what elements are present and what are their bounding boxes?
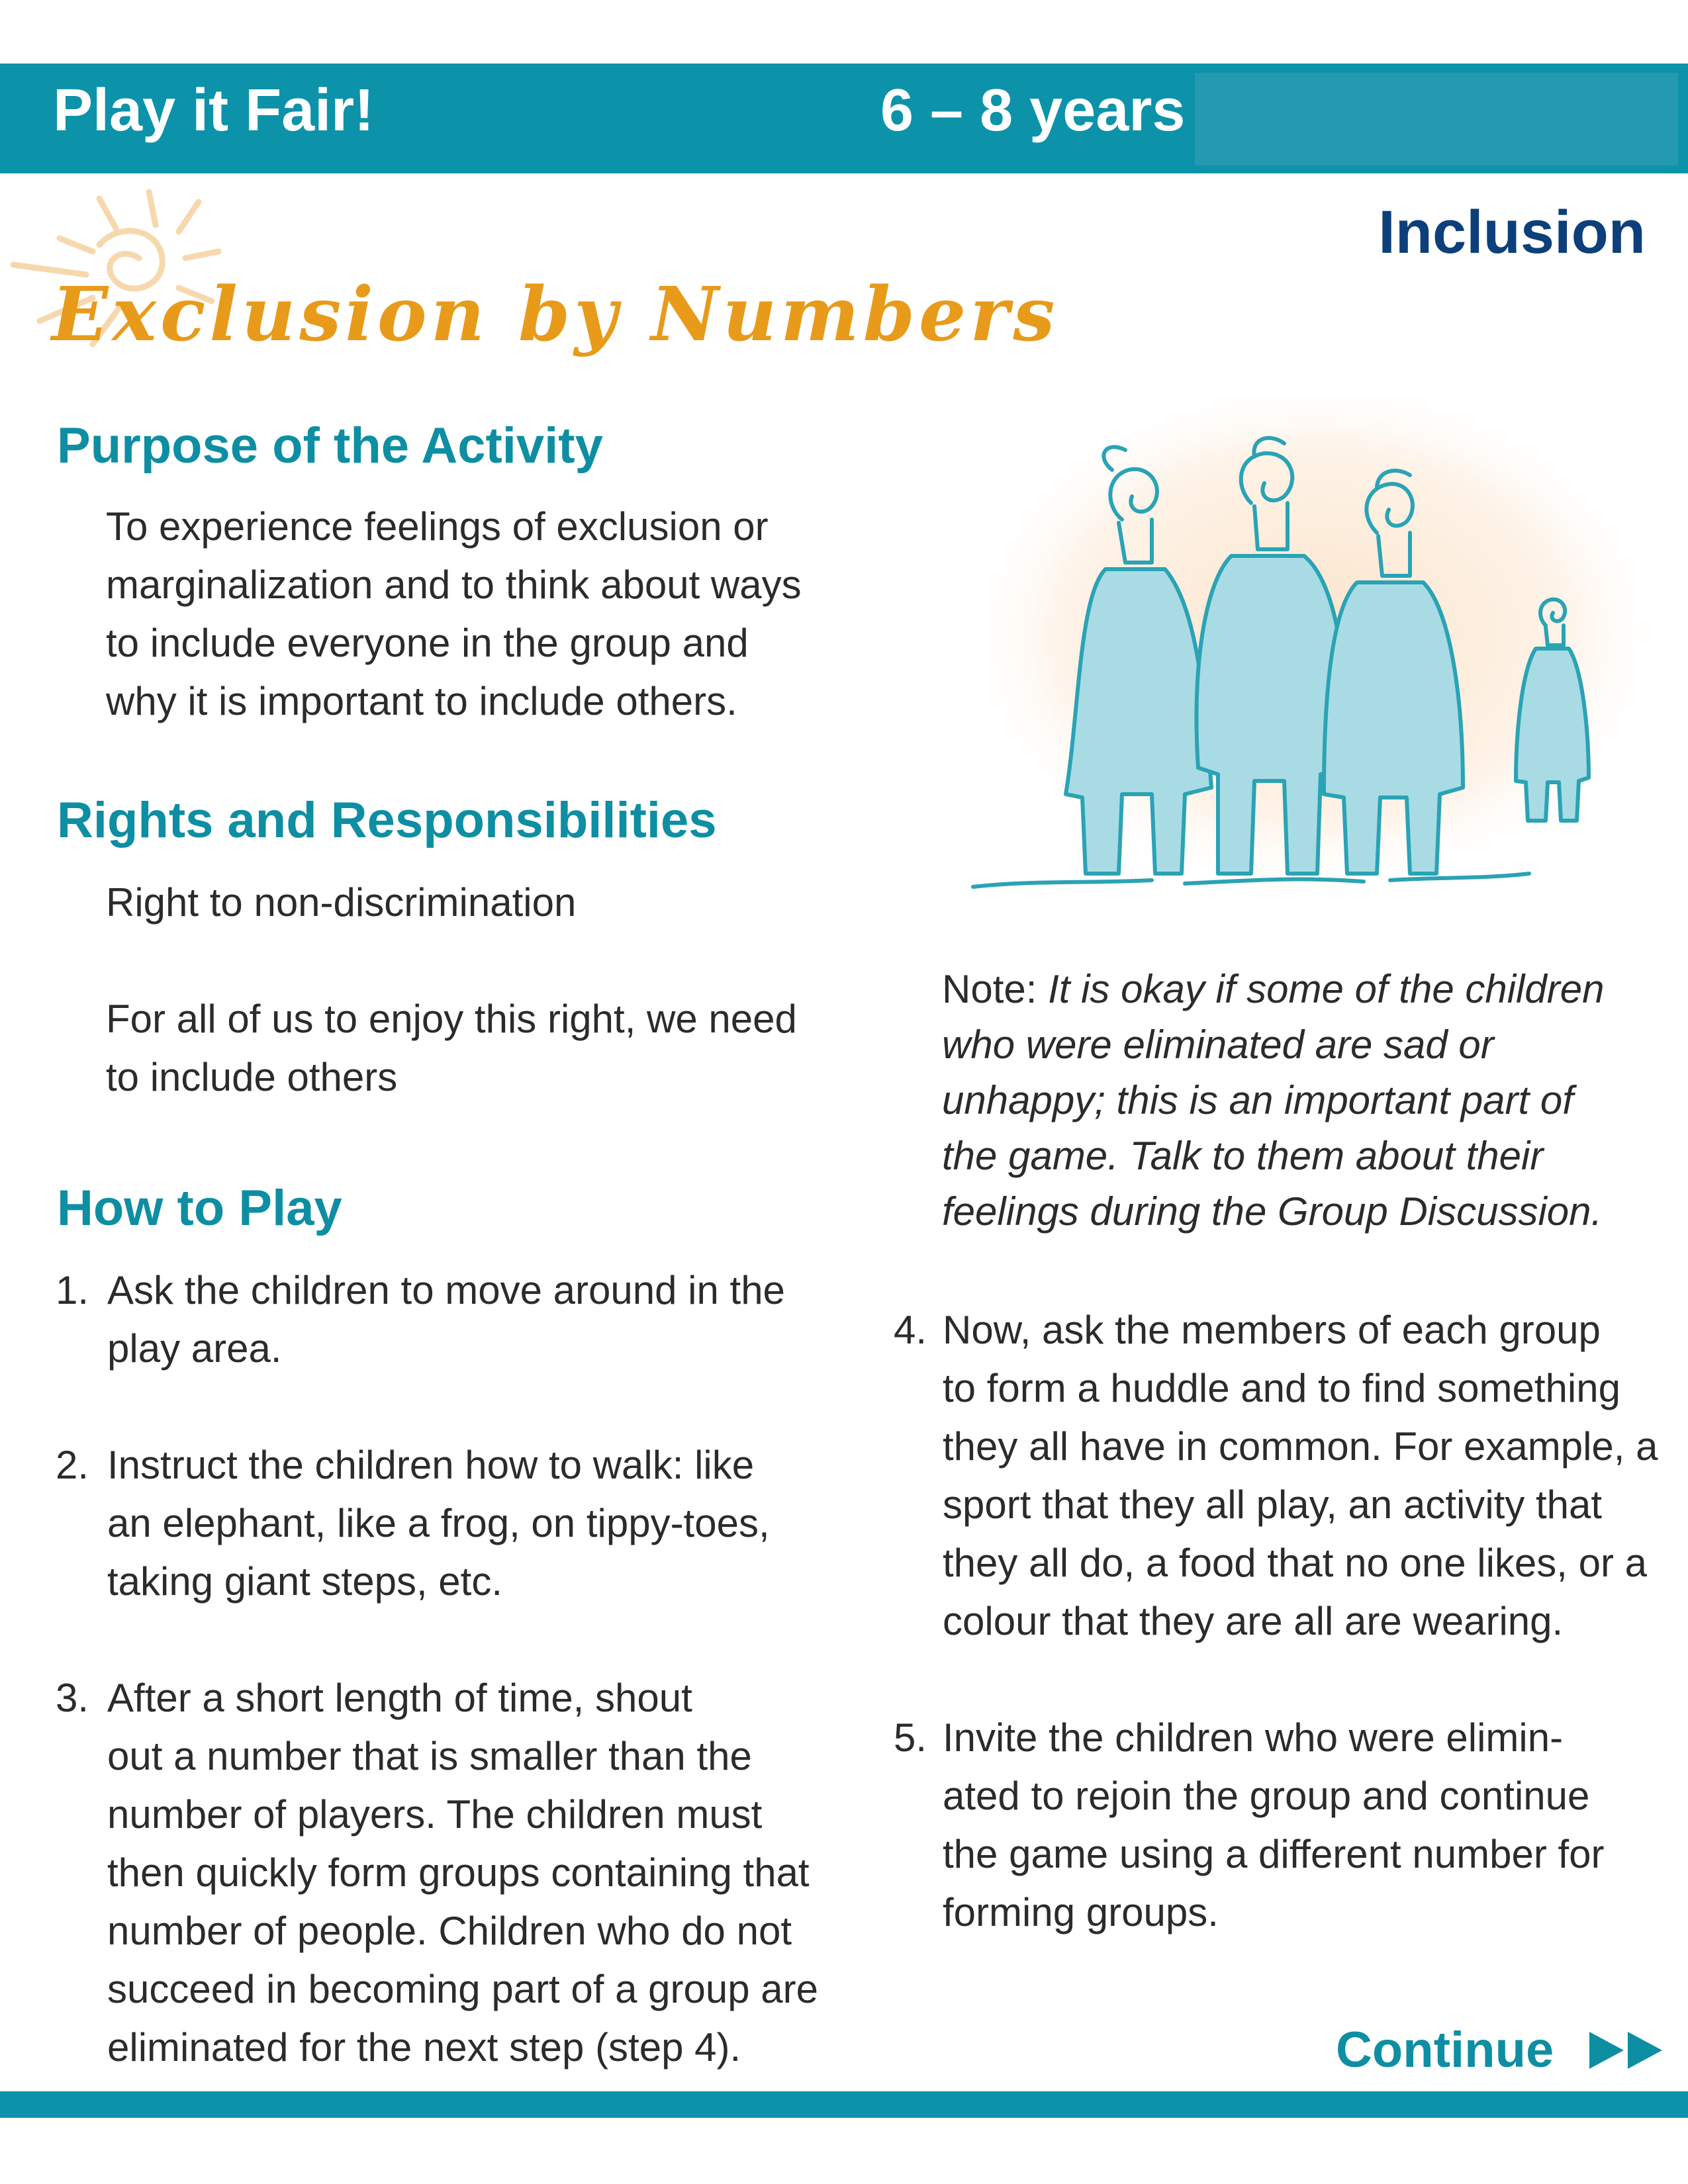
step-number: 2. [56, 1443, 89, 1487]
continue-label[interactable]: Continue [1336, 2022, 1554, 2078]
step-5 [894, 1709, 1681, 1942]
step-number: 3. [56, 1676, 89, 1720]
step-line: Instruct the children how to walk: like [107, 1443, 755, 1487]
step-line: then quickly form groups containing that [107, 1850, 810, 1895]
step-number: 4. [894, 1308, 927, 1352]
step-3 [56, 1669, 890, 2077]
step-line: succeed in becoming part of a group are [107, 1967, 818, 2011]
step-line: to form a huddle and to find something [943, 1366, 1620, 1410]
purpose-heading: Purpose of the Activity [57, 418, 603, 474]
responsibility-text [106, 990, 797, 1107]
step-line: forming groups. [943, 1890, 1219, 1934]
note-line: the game. Talk to them about their [942, 1134, 1544, 1178]
rights-heading: Rights and Responsibilities [57, 792, 717, 848]
step-1 [56, 1261, 870, 1378]
purpose-line: to include everyone in the group and [106, 621, 749, 665]
note-label: Note: [942, 967, 1037, 1011]
purpose-line: marginalization and to think about ways [106, 563, 802, 607]
note-line: who were eliminated are sad or [942, 1023, 1494, 1067]
step-2 [56, 1436, 870, 1611]
step-line: they all do, a food that no one likes, or a [943, 1541, 1648, 1585]
step-4 [894, 1301, 1681, 1651]
step-line: out a number that is smaller than the [107, 1734, 752, 1778]
fast-forward-icon[interactable] [1589, 2032, 1666, 2069]
step-line: number of players. The children must [107, 1792, 763, 1837]
purpose-text [106, 498, 802, 731]
age-range: 6 – 8 years [880, 77, 1186, 144]
step-line: colour that they are all are wearing. [943, 1599, 1564, 1643]
step-line: they all have in common. For example, a [943, 1424, 1658, 1469]
responsibility-line: to include others [106, 1055, 398, 1099]
note-text [942, 962, 1677, 1240]
how-to-play-heading: How to Play [57, 1180, 342, 1236]
step-line: the game using a different number for [943, 1832, 1605, 1876]
category-label: Inclusion [1378, 199, 1646, 266]
note-line: It is okay if some of the children [1037, 967, 1605, 1011]
continue-link[interactable] [1336, 2022, 1666, 2078]
step-line: an elephant, like a frog, on tippy-toes, [107, 1501, 770, 1545]
note-line: feelings during the Group Discussion. [942, 1189, 1603, 1234]
step-line: ated to rejoin the group and continue [943, 1774, 1590, 1818]
step-line: sport that they all play, an activity that [943, 1482, 1603, 1527]
step-line: eliminated for the next step (step 4). [107, 2025, 741, 2070]
step-number: 1. [56, 1268, 89, 1312]
purpose-line: To experience feelings of exclusion or [106, 504, 769, 549]
header-accent [1195, 73, 1678, 165]
responsibility-line: For all of us to enjoy this right, we need [106, 997, 797, 1041]
right-text: Right to non-discrimination [106, 880, 577, 925]
page-header-title: Play it Fair! [53, 77, 375, 144]
step-line: play area. [107, 1326, 282, 1371]
step-line: Ask the children to move around in the [107, 1268, 785, 1312]
footer-bar [0, 2091, 1688, 2118]
step-line: Now, ask the members of each group [943, 1308, 1601, 1352]
step-line: taking giant steps, etc. [107, 1559, 503, 1604]
step-line: Invite the children who were elimin- [943, 1715, 1564, 1760]
step-number: 5. [894, 1715, 927, 1760]
group-of-figures-illustration [953, 371, 1675, 920]
note-line: unhappy; this is an important part of [942, 1078, 1573, 1122]
step-line: After a short length of time, shout [107, 1676, 692, 1720]
activity-title: Exclusion by Numbers [52, 271, 1059, 358]
step-line: number of people. Children who do not [107, 1909, 792, 1953]
purpose-line: why it is important to include others. [106, 679, 737, 723]
